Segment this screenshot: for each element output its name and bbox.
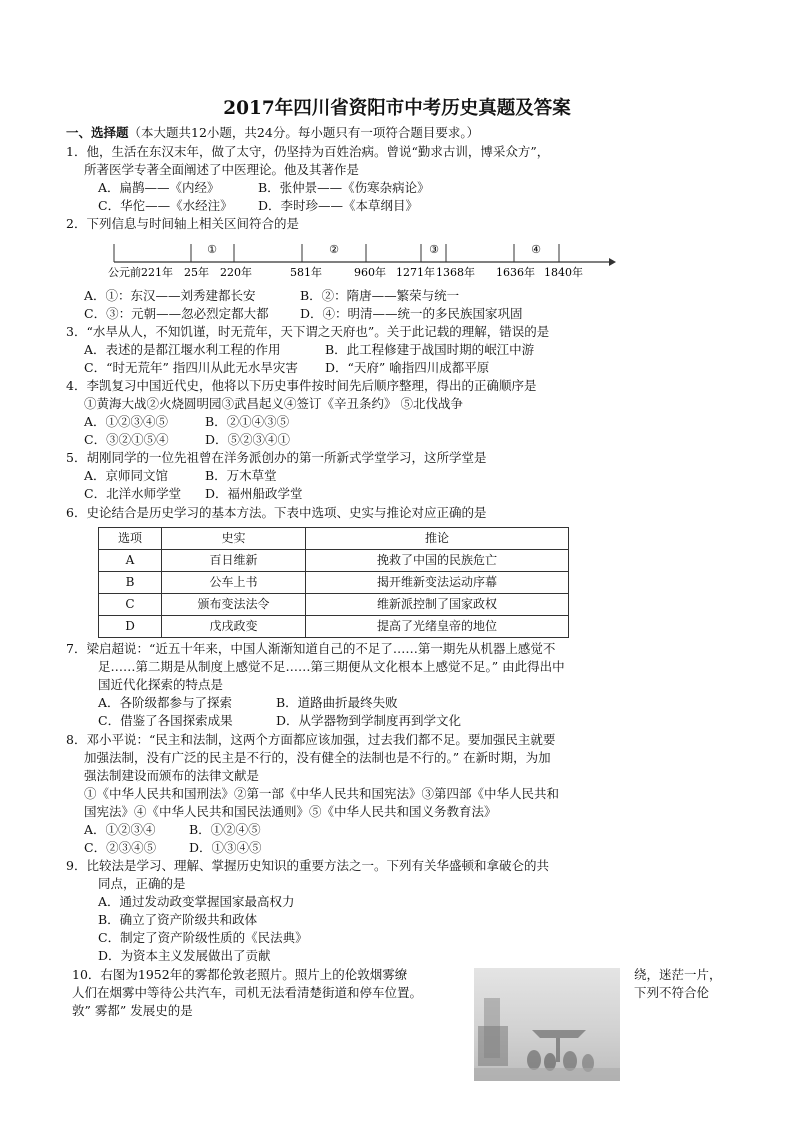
section-header [66,124,479,141]
q4-option-d: D．⑤②③④① [205,432,291,447]
q4-events: ①黄海大战②火烧圆明园③武昌起义④签订《辛丑条约》 ⑤北伐战争 [84,396,463,411]
q8-stem-line2: 加强法制，没有广泛的民主是不行的，没有健全的法制也是不行的。” 在新时期，为加 [84,750,551,765]
timeline-arrow [609,258,616,266]
q1-option-d: D．李时珍——《本草纲目》 [258,198,419,213]
london-fog-photo [474,968,620,1081]
timeline-tick-label: 25年 [184,266,209,279]
table-header: 推论 [306,528,569,550]
q10-line3: 敦” 雾都” 发展史的是 [72,1003,193,1018]
table-cell: D [99,616,162,638]
q2-option-d: D．④：明清——统一的多民族国家巩固 [300,306,523,321]
q9-option-c: C．制定了资产阶级性质的《民法典》 [98,930,308,945]
q1-option-c: C．华佗——《水经注》 [98,198,233,213]
timeline-diagram [104,236,616,280]
q7-option-d: D．从学器物到学制度再到学文化 [276,713,462,728]
q8-option-d: D．①③④⑤ [189,840,262,855]
timeline-tick-label: 1368年 [436,266,475,279]
q3-option-b: B．此工程修建于战国时期的岷江中游 [325,342,535,357]
fog-photo-illustration [474,968,620,1081]
q9-option-d: D．为资本主义发展做出了贡献 [98,948,271,963]
table-row [99,572,569,594]
q8-stem-line1: 8．邓小平说：“民主和法制，这两个方面都应该加强，过去我们都不足。要加强民主就要 [66,732,556,747]
q6-stem: 6．史论结合是历史学习的基本方法。下表中选项、史实与推论对应正确的是 [66,505,487,520]
q8-laws-line1: ①《中华人民共和国刑法》②第一部《中华人民共和国宪法》③第四部《中华人民共和 [84,786,560,801]
table-header-row [99,528,569,550]
table-row [99,550,569,572]
q3-option-c: C．“时无荒年” 指四川从此无水旱灾害 [84,360,298,375]
q2-stem: 2．下列信息与时间轴上相关区间符合的是 [66,216,299,231]
table-cell: 挽救了中国的民族危亡 [306,550,569,572]
table-cell: 戊戌政变 [162,616,306,638]
q10-line1-continued: 绕，迷茫一片， [634,967,722,982]
timeline-tick-label: 220年 [220,266,252,279]
section-note: （本大题共12小题，共24分。每小题只有一项符合题目要求。） [128,125,480,140]
q6-table [98,527,569,638]
timeline-tick-label: 公元前221年 [108,266,173,279]
table-cell: C [99,594,162,616]
q3-option-d: D．“天府” 喻指四川成都平原 [325,360,490,375]
q7-option-c: C．借鉴了各国探索成果 [98,713,233,728]
q1-stem-line1: 1．他，生活在东汉末年，做了太守，仍坚持为百姓治病。曾说“勤求古训，博采众方”， [66,144,550,159]
table-cell: 百日维新 [162,550,306,572]
q5-option-b: B．万木草堂 [205,468,277,483]
q5-option-c: C．北洋水师学堂 [84,486,182,501]
q8-option-b: B．①②④⑤ [189,822,261,837]
timeline-mark: ① [207,243,217,256]
table-row [99,616,569,638]
table-header: 史实 [162,528,306,550]
q2-option-a: A．①：东汉——刘秀建都长安 [84,288,256,303]
q4-stem: 4．李凯复习中国近代史，他将以下历史事件按时间先后顺序整理，得出的正确顺序是 [66,378,537,393]
q10-line1: 10．右图为1952年的雾都伦敦老照片。照片上的伦敦烟雾缭 [72,967,408,982]
timeline-mark: ④ [531,243,541,256]
q7-option-b: B．道路曲折最终失败 [276,695,398,710]
q9-option-a: A．通过发动政变掌握国家最高权力 [98,894,295,909]
q3-stem: 3．“水旱从人，不知饥谨，时无荒年，天下谓之天府也”。关于此记载的理解，错误的是 [66,324,550,339]
timeline-tick-label: 581年 [290,266,322,279]
q2-option-b: B．②：隋唐——繁荣与统一 [300,288,460,303]
table-header: 选项 [99,528,162,550]
q2-option-c: C．③：元朝——忽必烈定都大都 [84,306,269,321]
table-cell: 公车上书 [162,572,306,594]
q7-option-a: A．各阶级都参与了探索 [98,695,233,710]
timeline-tick-label: 1636年 [496,266,535,279]
q8-option-c: C．②③④⑤ [84,840,157,855]
q8-laws-line2: 国宪法》④《中华人民共和国民法通则》⑤《中华人民共和国义务教育法》 [84,804,497,819]
q7-stem-line1: 7．梁启超说：“近五十年来，中国人渐渐知道自己的不足了……第一期先从机器上感觉不 [66,641,556,656]
q8-stem-line3: 强法制建设而颁布的法律文献是 [84,768,260,783]
q4-option-b: B．②①④③⑤ [205,414,290,429]
q5-stem: 5．胡刚同学的一位先祖曾在洋务派创办的第一所新式学堂学习，这所学堂是 [66,450,487,465]
q9-option-b: B．确立了资产阶级共和政体 [98,912,258,927]
q1-stem-line2: 所著医学专著全面阐述了中医理论。他及其著作是 [84,162,360,177]
q1-option-b: B．张仲景——《伤寒杂病论》 [258,180,430,195]
q7-stem-line3: 国近代化探索的特点是 [98,677,224,692]
section-heading: 一、选择题 [66,125,129,140]
table-cell: 提高了光绪皇帝的地位 [306,616,569,638]
timeline-tick-label: 960年 [354,266,386,279]
q10-line2-continued: 下列不符合伦 [634,985,710,1000]
table-cell: 维新派控制了国家政权 [306,594,569,616]
timeline-tick-label: 1271年 [396,266,435,279]
q4-option-c: C．③②①⑤④ [84,432,169,447]
table-cell: 颁布变法法令 [162,594,306,616]
table-cell: B [99,572,162,594]
table-cell: A [99,550,162,572]
table-row [99,594,569,616]
table-cell: 揭开维新变法运动序幕 [306,572,569,594]
q3-option-a: A．表述的是都江堰水利工程的作用 [84,342,281,357]
q7-stem-line2: 足……第二期是从制度上感觉不足……第三期便从文化根本上感觉不足。” 由此得出中 [98,659,565,674]
q9-stem-line1: 9．比较法是学习、理解、掌握历史知识的重要方法之一。下列有关华盛顿和拿破仑的共 [66,858,549,873]
q4-option-a: A．①②③④⑤ [84,414,169,429]
q10-line2: 人们在烟雾中等待公共汽车，司机无法看清楚街道和停车位置。 [72,985,423,1000]
q1-option-a: A．扁鹊——《内经》 [98,180,220,195]
q5-option-d: D．福州船政学堂 [205,486,303,501]
timeline-tick-label: 1840年 [544,266,583,279]
timeline-mark: ② [329,243,339,256]
page-title: 2017年四川省资阳市中考历史真题及答案 [223,98,571,119]
timeline-mark: ③ [429,243,439,256]
q5-option-a: A．京师同文馆 [84,468,169,483]
q9-stem-line2: 同点，正确的是 [98,876,186,891]
q8-option-a: A．①②③④ [84,822,156,837]
